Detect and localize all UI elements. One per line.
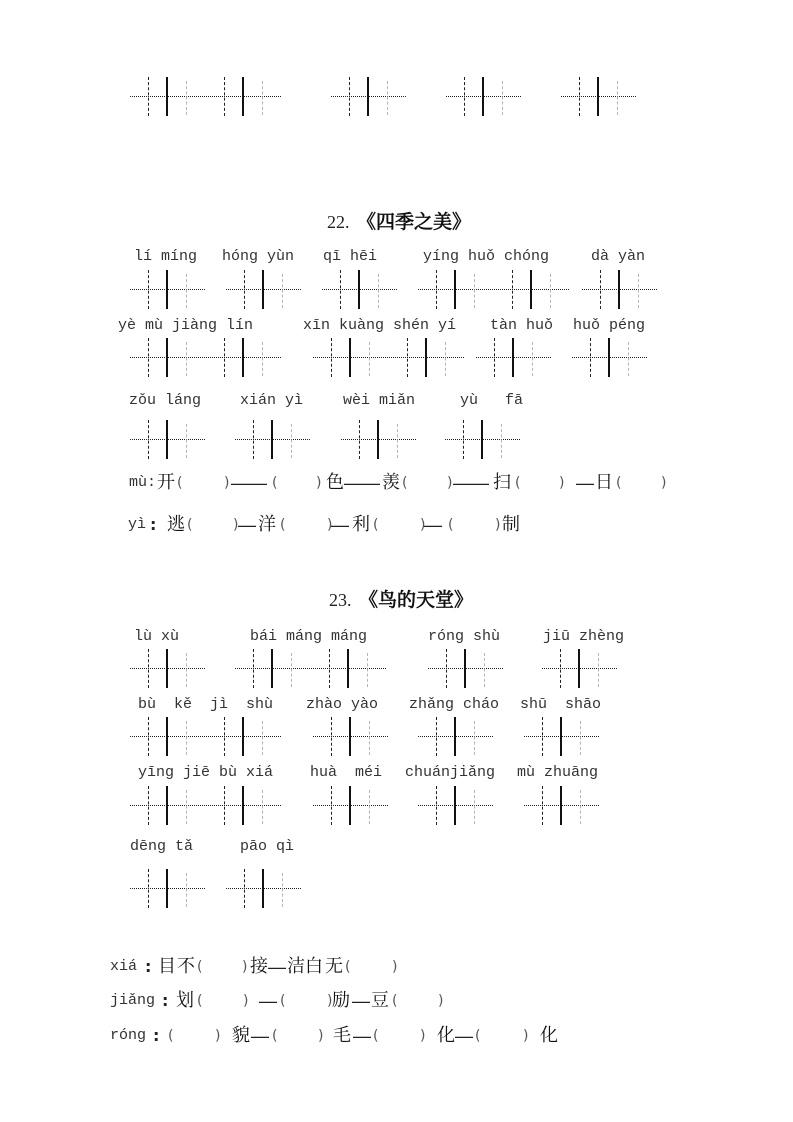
writing-grid — [582, 270, 657, 309]
grid-cell-center-guide — [186, 721, 187, 755]
blank-parenthesis: ( — [515, 475, 521, 491]
blank-parenthesis: ( — [402, 475, 408, 491]
hanzi-text: 羡 — [382, 472, 400, 493]
pinyin-label: pāo qì — [240, 838, 295, 855]
dash: — — [576, 473, 594, 493]
grid-cell-center-guide — [262, 790, 263, 824]
section-number: 22. — [327, 212, 350, 232]
pinyin-label: tàn huǒ — [490, 317, 554, 334]
writing-grid — [445, 420, 520, 459]
dash: —— — [231, 473, 267, 493]
pinyin-label: mù zhuāng — [517, 764, 599, 781]
grid-cell-center-guide — [349, 77, 350, 116]
dash: — — [251, 1026, 269, 1046]
writing-grid — [331, 77, 406, 116]
section-title: 《鸟的天堂》 — [359, 589, 474, 611]
dash: — — [455, 1026, 473, 1046]
writing-grid — [235, 420, 310, 459]
colon: : — [150, 515, 157, 534]
grid-cell-divider — [597, 77, 599, 116]
writing-grid — [226, 270, 301, 309]
pinyin-label: hóng yùn — [222, 248, 295, 265]
pinyin-label: dà yàn — [591, 248, 646, 265]
grid-cell-divider — [262, 270, 264, 309]
blank-parenthesis: ( — [392, 993, 398, 1009]
grid-cell-divider — [608, 338, 610, 377]
grid-cell-divider — [578, 649, 580, 688]
writing-grid — [313, 338, 464, 377]
writing-grid — [226, 869, 301, 908]
grid-cell-divider — [358, 270, 360, 309]
dash: — — [268, 957, 286, 977]
grid-cell-center-guide — [580, 721, 581, 755]
grid-cell-divider — [367, 77, 369, 116]
pinyin-label: zhào yào — [306, 696, 379, 713]
blank-parenthesis: ( — [197, 959, 203, 975]
dash: — — [352, 991, 370, 1011]
pinyin-label: zǒu láng — [129, 392, 202, 409]
blank-parenthesis: ) — [559, 475, 565, 491]
grid-cell-center-guide — [262, 81, 263, 115]
blank-parenthesis: ( — [373, 1028, 379, 1044]
grid-cell-center-guide — [291, 653, 292, 687]
hanzi-text: 色 — [326, 472, 344, 493]
grid-cell-divider — [377, 420, 379, 459]
blank-parenthesis: ( — [373, 517, 379, 533]
grid-cell-center-guide — [436, 786, 437, 825]
grid-cell-divider — [262, 869, 264, 908]
blank-parenthesis: ( — [272, 1028, 278, 1044]
grid-cell-center-guide — [369, 342, 370, 376]
section-number: 23. — [329, 590, 352, 610]
grid-cell-divider — [166, 270, 168, 309]
blank-parenthesis: ( — [475, 1028, 481, 1044]
blank-parenthesis: ) — [447, 475, 453, 491]
grid-cell-center-guide — [224, 786, 225, 825]
dash: — — [353, 1026, 371, 1046]
blank-parenthesis: ( — [280, 993, 286, 1009]
writing-grid — [524, 786, 599, 825]
grid-cell-center-guide — [224, 77, 225, 116]
grid-cell-divider — [618, 270, 620, 309]
hanzi-text: 洋 — [258, 514, 276, 535]
pinyin-prompt: yì — [128, 516, 147, 533]
grid-cell-center-guide — [598, 653, 599, 687]
dash: —— — [344, 473, 380, 493]
grid-horizontal-guide — [130, 357, 281, 358]
grid-cell-divider — [560, 717, 562, 756]
grid-cell-divider — [454, 270, 456, 309]
section-22-heading — [327, 209, 472, 235]
grid-cell-divider — [166, 786, 168, 825]
grid-cell-center-guide — [331, 717, 332, 756]
writing-grid — [130, 338, 281, 377]
blank-parenthesis: ) — [243, 993, 249, 1009]
grid-cell-divider — [242, 77, 244, 116]
grid-cell-center-guide — [600, 270, 601, 309]
writing-grid — [130, 717, 281, 756]
grid-cell-center-guide — [186, 653, 187, 687]
grid-cell-center-guide — [512, 270, 513, 309]
grid-cell-center-guide — [359, 420, 360, 459]
writing-grid — [130, 77, 281, 116]
writing-grid — [418, 270, 569, 309]
writing-grid — [130, 420, 205, 459]
grid-cell-center-guide — [369, 721, 370, 755]
hanzi-text: 励 — [332, 990, 350, 1011]
grid-cell-center-guide — [224, 338, 225, 377]
grid-cell-center-guide — [532, 342, 533, 376]
grid-cell-divider — [454, 717, 456, 756]
colon: : — [162, 991, 169, 1010]
grid-cell-divider — [271, 649, 273, 688]
pinyin-label: bù kě jì shù — [138, 696, 274, 713]
hanzi-text: 开 — [157, 472, 175, 493]
grid-horizontal-guide — [130, 736, 281, 737]
pinyin-label: zhǎng cháo — [409, 696, 500, 713]
grid-cell-center-guide — [579, 77, 580, 116]
grid-cell-center-guide — [148, 717, 149, 756]
grid-cell-center-guide — [407, 338, 408, 377]
grid-horizontal-guide — [418, 289, 569, 290]
writing-grid — [561, 77, 636, 116]
grid-cell-center-guide — [436, 270, 437, 309]
grid-cell-center-guide — [291, 424, 292, 458]
pinyin-label: dēng tǎ — [130, 838, 194, 855]
grid-cell-center-guide — [331, 786, 332, 825]
grid-cell-center-guide — [378, 274, 379, 308]
grid-horizontal-guide — [130, 96, 281, 97]
writing-grid — [476, 338, 551, 377]
blank-parenthesis: ( — [616, 475, 622, 491]
grid-cell-center-guide — [463, 420, 464, 459]
grid-cell-center-guide — [148, 77, 149, 116]
blank-parenthesis: ) — [318, 1028, 324, 1044]
pinyin-label: bái máng máng — [250, 628, 368, 645]
grid-cell-divider — [166, 717, 168, 756]
pinyin-prompt: jiǎng — [110, 992, 156, 1009]
pinyin-label: lù xù — [134, 628, 180, 645]
grid-cell-center-guide — [638, 274, 639, 308]
grid-cell-center-guide — [148, 420, 149, 459]
blank-parenthesis: ) — [438, 993, 444, 1009]
blank-parenthesis: ( — [168, 1028, 174, 1044]
grid-cell-center-guide — [550, 274, 551, 308]
pinyin-label: xián yì — [240, 392, 304, 409]
grid-cell-divider — [482, 77, 484, 116]
blank-parenthesis: ( — [345, 959, 351, 975]
pinyin-label: chuánjiǎng — [405, 764, 496, 781]
pinyin-label: qī hēi — [323, 248, 378, 265]
hanzi-text: 扫 — [493, 472, 511, 493]
writing-grid — [428, 649, 503, 688]
blank-parenthesis: ) — [420, 1028, 426, 1044]
grid-cell-divider — [166, 338, 168, 377]
hanzi-text: 貌 — [232, 1025, 250, 1046]
grid-cell-center-guide — [329, 649, 330, 688]
grid-cell-center-guide — [262, 721, 263, 755]
dash: — — [424, 515, 442, 535]
pinyin-label: huà méi — [310, 764, 383, 781]
blank-parenthesis: ) — [233, 517, 239, 533]
blank-parenthesis: ) — [327, 993, 333, 1009]
blank-parenthesis: ( — [187, 517, 193, 533]
dash: — — [331, 515, 349, 535]
grid-cell-divider — [166, 869, 168, 908]
hanzi-text: 洁 — [287, 956, 305, 977]
writing-grid — [313, 786, 388, 825]
blank-parenthesis: ( — [448, 517, 454, 533]
blank-parenthesis: ) — [523, 1028, 529, 1044]
hanzi-text: 不 — [177, 956, 195, 977]
writing-grid — [313, 717, 388, 756]
hanzi-text: 化 — [437, 1025, 455, 1046]
grid-cell-center-guide — [148, 338, 149, 377]
grid-cell-divider — [481, 420, 483, 459]
grid-cell-center-guide — [590, 338, 591, 377]
grid-cell-divider — [512, 338, 514, 377]
pinyin-label: huǒ péng — [573, 317, 646, 334]
grid-cell-center-guide — [262, 342, 263, 376]
pinyin-label: shū shāo — [520, 696, 602, 713]
grid-cell-center-guide — [148, 649, 149, 688]
grid-cell-divider — [271, 420, 273, 459]
grid-cell-center-guide — [282, 873, 283, 907]
hanzi-text: 目 — [158, 956, 176, 977]
grid-cell-center-guide — [253, 420, 254, 459]
blank-parenthesis: ( — [197, 993, 203, 1009]
hanzi-text: 逃 — [167, 514, 185, 535]
writing-grid — [542, 649, 617, 688]
grid-cell-divider — [242, 338, 244, 377]
grid-cell-divider — [349, 338, 351, 377]
grid-cell-center-guide — [501, 424, 502, 458]
grid-cell-divider — [166, 77, 168, 116]
hanzi-text: 利 — [352, 514, 370, 535]
grid-cell-divider — [464, 649, 466, 688]
grid-cell-center-guide — [464, 77, 465, 116]
blank-parenthesis: ) — [215, 1028, 221, 1044]
grid-cell-center-guide — [542, 717, 543, 756]
pinyin-prompt: róng — [110, 1027, 147, 1044]
grid-horizontal-guide — [130, 805, 281, 806]
section-title: 《四季之美》 — [357, 211, 472, 233]
hanzi-text: 豆 — [371, 990, 389, 1011]
grid-cell-divider — [349, 786, 351, 825]
blank-parenthesis: ) — [242, 959, 248, 975]
colon: : — [153, 1026, 160, 1045]
grid-cell-divider — [242, 717, 244, 756]
grid-cell-center-guide — [186, 274, 187, 308]
blank-parenthesis: ) — [316, 475, 322, 491]
grid-cell-center-guide — [494, 338, 495, 377]
grid-cell-center-guide — [502, 81, 503, 115]
writing-grid — [322, 270, 397, 309]
pinyin-label: jiū zhèng — [543, 628, 625, 645]
grid-cell-center-guide — [580, 790, 581, 824]
grid-cell-center-guide — [542, 786, 543, 825]
grid-cell-center-guide — [186, 342, 187, 376]
writing-grid — [130, 649, 205, 688]
grid-cell-divider — [166, 420, 168, 459]
grid-cell-center-guide — [148, 270, 149, 309]
blank-parenthesis: ( — [272, 475, 278, 491]
pinyin-label: wèi miǎn — [343, 392, 416, 409]
grid-cell-center-guide — [340, 270, 341, 309]
grid-cell-center-guide — [186, 81, 187, 115]
dash: — — [238, 515, 256, 535]
grid-cell-center-guide — [436, 717, 437, 756]
grid-cell-divider — [425, 338, 427, 377]
hanzi-text: 制 — [502, 514, 520, 535]
grid-cell-center-guide — [560, 649, 561, 688]
pinyin-label: xīn kuàng shén yí — [303, 317, 457, 334]
pinyin-label: lí míng — [134, 248, 198, 265]
pinyin-label: yù fā — [460, 392, 524, 409]
grid-cell-center-guide — [186, 873, 187, 907]
writing-grid — [341, 420, 416, 459]
grid-cell-center-guide — [387, 81, 388, 115]
writing-grid — [130, 869, 205, 908]
writing-grid — [572, 338, 647, 377]
grid-cell-center-guide — [331, 338, 332, 377]
grid-cell-center-guide — [148, 786, 149, 825]
grid-cell-divider — [530, 270, 532, 309]
blank-parenthesis: ) — [420, 517, 426, 533]
grid-cell-center-guide — [397, 424, 398, 458]
pinyin-label: róng shù — [428, 628, 501, 645]
pinyin-label: yīng jiē bù xiá — [138, 764, 274, 781]
dash: — — [259, 991, 277, 1011]
grid-cell-center-guide — [484, 653, 485, 687]
grid-cell-center-guide — [445, 342, 446, 376]
pinyin-prompt: xiá — [110, 958, 138, 975]
grid-cell-center-guide — [244, 270, 245, 309]
grid-cell-center-guide — [617, 81, 618, 115]
grid-cell-center-guide — [186, 424, 187, 458]
writing-grid — [418, 717, 493, 756]
hanzi-text: 日 — [595, 472, 613, 493]
grid-cell-center-guide — [282, 274, 283, 308]
grid-cell-center-guide — [148, 869, 149, 908]
grid-cell-center-guide — [369, 790, 370, 824]
blank-parenthesis: ) — [327, 517, 333, 533]
grid-cell-divider — [454, 786, 456, 825]
blank-parenthesis: ( — [280, 517, 286, 533]
hanzi-text: 划 — [176, 990, 194, 1011]
pinyin-prompt: mù: — [129, 474, 157, 491]
grid-cell-center-guide — [253, 649, 254, 688]
grid-cell-center-guide — [474, 274, 475, 308]
blank-parenthesis: ) — [495, 517, 501, 533]
blank-parenthesis: ) — [661, 475, 667, 491]
blank-parenthesis: ) — [392, 959, 398, 975]
grid-cell-center-guide — [628, 342, 629, 376]
grid-horizontal-guide — [313, 357, 464, 358]
writing-grid — [130, 270, 205, 309]
pinyin-label: yè mù jiàng lín — [118, 317, 254, 334]
grid-cell-center-guide — [244, 869, 245, 908]
grid-cell-divider — [560, 786, 562, 825]
hanzi-text: 白 — [305, 956, 323, 977]
writing-grid — [418, 786, 493, 825]
writing-grid — [524, 717, 599, 756]
colon: : — [145, 957, 152, 976]
section-23-heading — [329, 587, 474, 613]
hanzi-text: 无 — [325, 956, 343, 977]
grid-cell-center-guide — [224, 717, 225, 756]
blank-parenthesis: ) — [224, 475, 230, 491]
writing-grid — [446, 77, 521, 116]
hanzi-text: 毛 — [333, 1025, 351, 1046]
hanzi-text: 化 — [540, 1025, 558, 1046]
grid-cell-divider — [349, 717, 351, 756]
writing-grid — [130, 786, 281, 825]
dash: —— — [453, 473, 489, 493]
hanzi-text: 接 — [250, 956, 268, 977]
grid-cell-divider — [347, 649, 349, 688]
grid-cell-center-guide — [367, 653, 368, 687]
grid-cell-divider — [166, 649, 168, 688]
writing-grid — [235, 649, 386, 688]
grid-horizontal-guide — [235, 668, 386, 669]
grid-cell-center-guide — [446, 649, 447, 688]
grid-cell-center-guide — [474, 790, 475, 824]
grid-cell-divider — [242, 786, 244, 825]
blank-parenthesis: ( — [177, 475, 183, 491]
grid-cell-center-guide — [186, 790, 187, 824]
pinyin-label: yíng huǒ chóng — [423, 248, 550, 265]
grid-cell-center-guide — [474, 721, 475, 755]
